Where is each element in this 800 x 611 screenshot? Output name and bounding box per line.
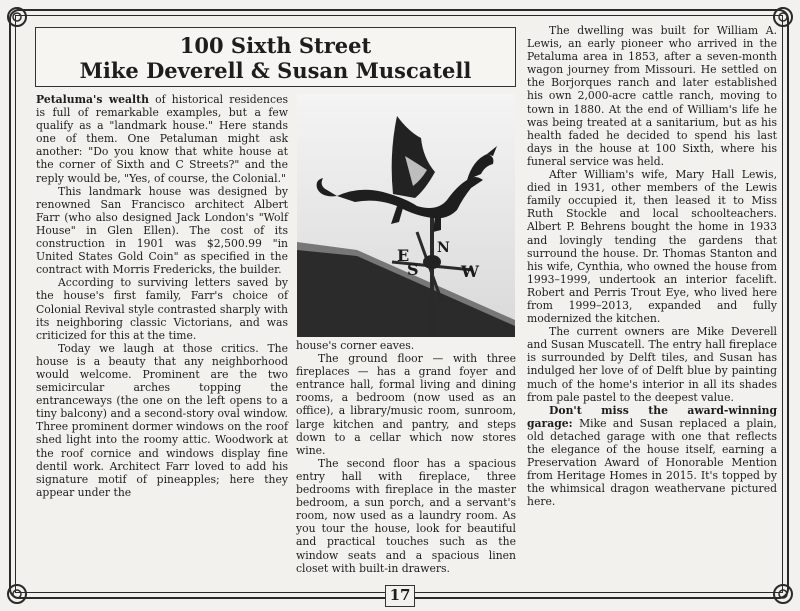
svg-text:S: S (407, 260, 419, 279)
svg-text:E: E (397, 246, 410, 265)
paragraph: This landmark house was designed by renowned San Francisco architect Albert Farr (who also designed Jack London's "Wolf House" in Glen Ellen). The cost of its construction in 1901 was $2,500.99 "in United States Gold Coin" as specified in the contract with Morris Fredericks, the builder. (36, 184, 288, 277)
paragraph-text: Mike and Susan replaced a plain, old detached garage with one that reflects the elegance of the house itself, earning a Preservation Award of Honorable Mention from Heritage Homes in 2015. It's topped by the whimsical dragon weathervane pictured here. (527, 416, 777, 509)
lead-in-text: Don't miss the award-winning garage: (527, 403, 777, 430)
paragraph: The dwelling was built for William A. Lewis, an early pioneer who arrived in the Petaluma area in 1853, after a seven-month wagon journey from Missouri. He settled on the Borjorques ranch and later established his own 2,000-acre cattle ranch, moving to town in 1880. At the end of William's life he was being treated at a sanitarium, but as his health faded he decided to spend his last days in the house at 100 Sixth, where his funeral service was held. (527, 24, 777, 168)
dragon-weathervane-icon (297, 94, 515, 337)
paragraph: The ground floor — with three fireplaces — has a grand foyer and entrance hall, formal living and dining rooms, a bedroom (now used as an office), a library/music room, sunroom, large kitchen and pantry, and steps down to a cellar which now stores wine. (296, 352, 516, 457)
weathervane-photo (297, 94, 515, 337)
paragraph: According to surviving letters saved by the house's first family, Farr's choice of Colonial Revival style contrasted sharply with its neighboring classic Victorians, and was criticized for this at the time. (36, 276, 288, 342)
page-number: 17 (385, 585, 415, 607)
lead-in-text: Petaluma's wealth (36, 93, 149, 106)
article-title: 100 Sixth Street (179, 33, 372, 58)
paragraph: The current owners are Mike Deverell and Susan Muscatell. The entry hall fireplace is surrounded by Delft tiles, and Susan has indulged her love of of Delft blue by painting much of the home's interior in all its shades from pale pastel to the deepest value. (527, 325, 777, 404)
corner-scroll-icon (4, 4, 30, 30)
title-box (35, 27, 516, 87)
column-left (36, 93, 288, 499)
paragraph: house's corner eaves. (296, 339, 415, 352)
corner-scroll-icon (770, 581, 796, 607)
paragraph: The second floor has a spacious entry hall with fireplace, three bedrooms with fireplace in the master bedroom, a sun porch, and a servant's room, now used as a laundry room. As you tour the house, look for beautiful and practical touches such as the window seats and a spacious linen closet with built-in drawers. (296, 456, 516, 575)
svg-text:W: W (461, 262, 479, 281)
svg-text:N: N (437, 240, 450, 256)
corner-scroll-icon (4, 581, 30, 607)
paragraph-text: of historical residences is full of remarkable examples, but a few qualify as a "landmark house." Here stands one of them. One Petaluman might ask another: "Do you know that white house at the corner of Sixth and C Streets?" and the reply would be, "Yes, of course, the Colonial." (36, 93, 288, 185)
paragraph: Today we laugh at those critics. The house is a beauty that any neighborhood would welcome. Prominent are the two semicircular arches topping the entranceways (the one on the left opens to a tiny balcony) and a second-story oval window. Three prominent dormer windows on the roof shed light into the roomy attic. Woodwork at the roof cornice and windows display fine dentil work. Architect Farr loved to add his signature motif of pineapples; here they appear under the (36, 341, 288, 499)
owners-subtitle: Mike Deverell & Susan Muscatell (79, 58, 472, 83)
paragraph-garage (527, 404, 777, 509)
column-middle (296, 339, 516, 575)
paragraph: After William's wife, Mary Hall Lewis, died in 1931, other members of the Lewis family occupied it, then leased it to Miss Ruth Stockle and local schoolteachers. Albert P. Behrens bought the home in 1933 and lovingly tending the gardens that surround the house. Dr. Thomas Stanton and his wife, Cynthia, who owned the house from 1993–1999, undertook an interior facelift. Robert and Perris Trout Eye, who lived here from 1999–2013, expanded and fully modernized the kitchen. (527, 168, 777, 326)
column-right (527, 24, 777, 508)
paragraph-intro (36, 93, 288, 185)
